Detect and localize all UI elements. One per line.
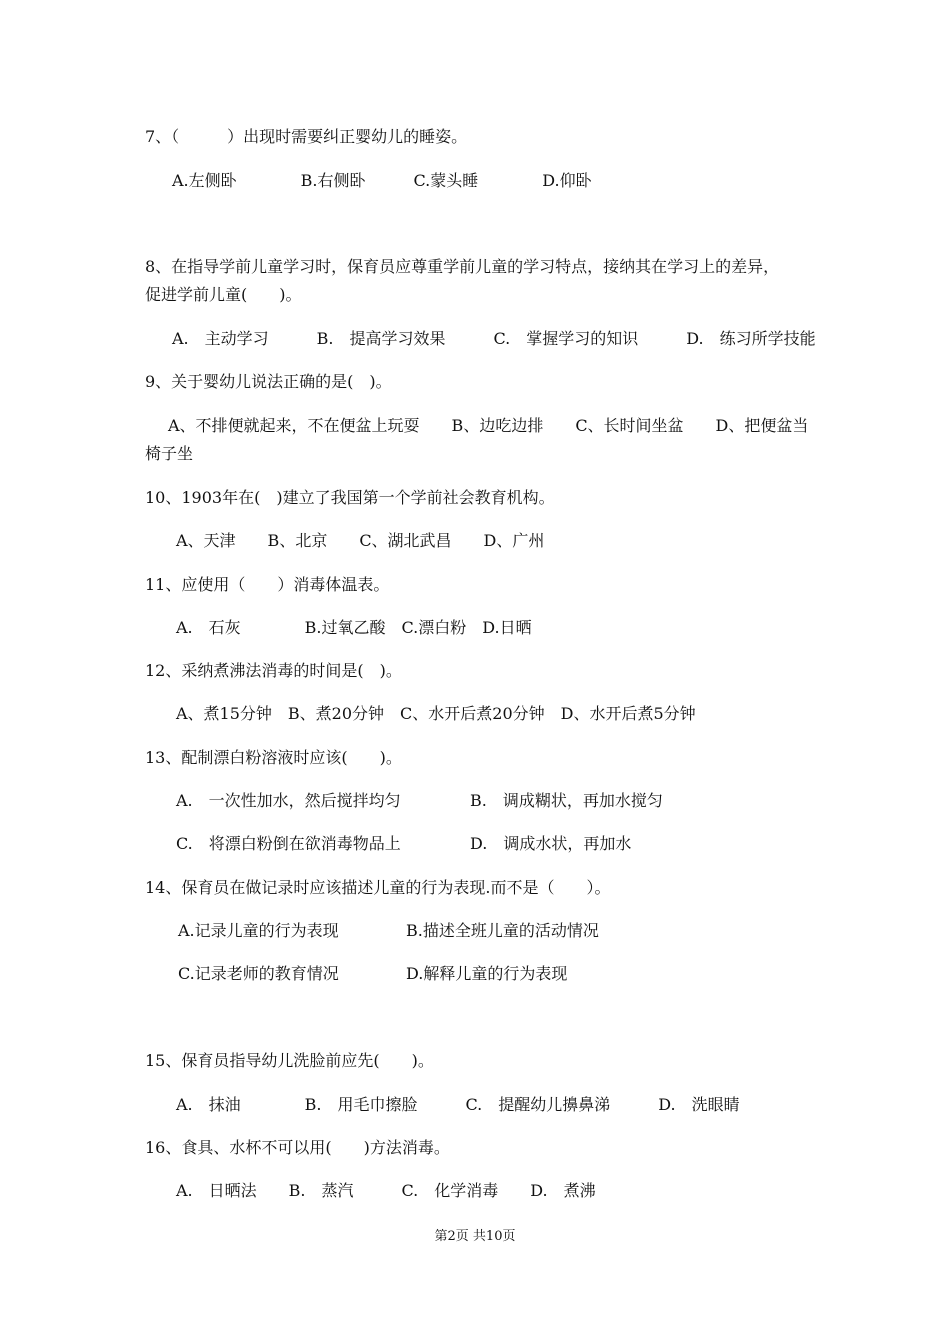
- question-13-stem: 13、配制漂白粉溶液时应该( )。: [145, 748, 402, 767]
- question-10-options: A、天津 B、北京 C、湖北武昌 D、广州: [176, 531, 545, 550]
- question-7-options: A.左侧卧 B.右侧卧 C.蒙头睡 D.仰卧: [172, 171, 592, 190]
- question-8-options: A. 主动学习 B. 提高学习效果 C. 掌握学习的知识 D. 练习所学技能: [172, 329, 816, 348]
- question-16-options: A. 日晒法 B. 蒸汽 C. 化学消毒 D. 煮沸: [176, 1181, 596, 1200]
- question-14-option-b: B.描述全班儿童的活动情况: [406, 921, 599, 940]
- question-12-stem: 12、采纳煮沸法消毒的时间是( )。: [145, 661, 402, 680]
- question-14-option-a: A.记录儿童的行为表现: [178, 921, 339, 940]
- question-8-stem-cont: 促进学前儿童( )。: [145, 285, 302, 304]
- question-9-stem: 9、关于婴幼儿说法正确的是( )。: [145, 372, 392, 391]
- question-11-stem: 11、应使用（ ）消毒体温表。: [145, 575, 390, 594]
- question-11-options: A. 石灰 B.过氧乙酸 C.漂白粉 D.日晒: [176, 618, 532, 637]
- question-15-stem: 15、保育员指导幼儿洗脸前应先( )。: [145, 1051, 434, 1070]
- question-13-option-a: A. 一次性加水，然后搅拌均匀: [176, 791, 401, 810]
- question-13-option-d: D. 调成水状，再加水: [470, 834, 632, 853]
- question-13-option-b: B. 调成糊状，再加水搅匀: [470, 791, 663, 810]
- question-16-stem: 16、食具、水杯不可以用( )方法消毒。: [145, 1138, 450, 1157]
- question-14-option-d: D.解释儿童的行为表现: [406, 964, 568, 983]
- question-13-option-c: C. 将漂白粉倒在欲消毒物品上: [176, 834, 401, 853]
- page-number-footer: 第2页 共10页: [434, 1229, 516, 1244]
- question-7-stem: 7、（ ）出现时需要纠正婴幼儿的睡姿。: [145, 127, 468, 146]
- question-9-options-cont: 椅子坐: [145, 444, 194, 463]
- question-10-stem: 10、1903年在( )建立了我国第一个学前社会教育机构。: [145, 488, 555, 507]
- question-9-options: A、不排便就起来，不在便盆上玩耍 B、边吃边排 C、长时间坐盆 D、把便盆当: [168, 416, 809, 435]
- question-12-options: A、煮15分钟 B、煮20分钟 C、水开后煮20分钟 D、水开后煮5分钟: [176, 704, 696, 723]
- question-15-options: A. 抹油 B. 用毛巾擦脸 C. 提醒幼儿擤鼻涕 D. 洗眼睛: [176, 1095, 740, 1114]
- question-14-option-c: C.记录老师的教育情况: [178, 964, 339, 983]
- question-8-stem: 8、在指导学前儿童学习时，保育员应尊重学前儿童的学习特点，接纳其在学习上的差异，: [145, 257, 780, 276]
- question-14-stem: 14、保育员在做记录时应该描述儿童的行为表现.而不是（ ）。: [145, 878, 611, 897]
